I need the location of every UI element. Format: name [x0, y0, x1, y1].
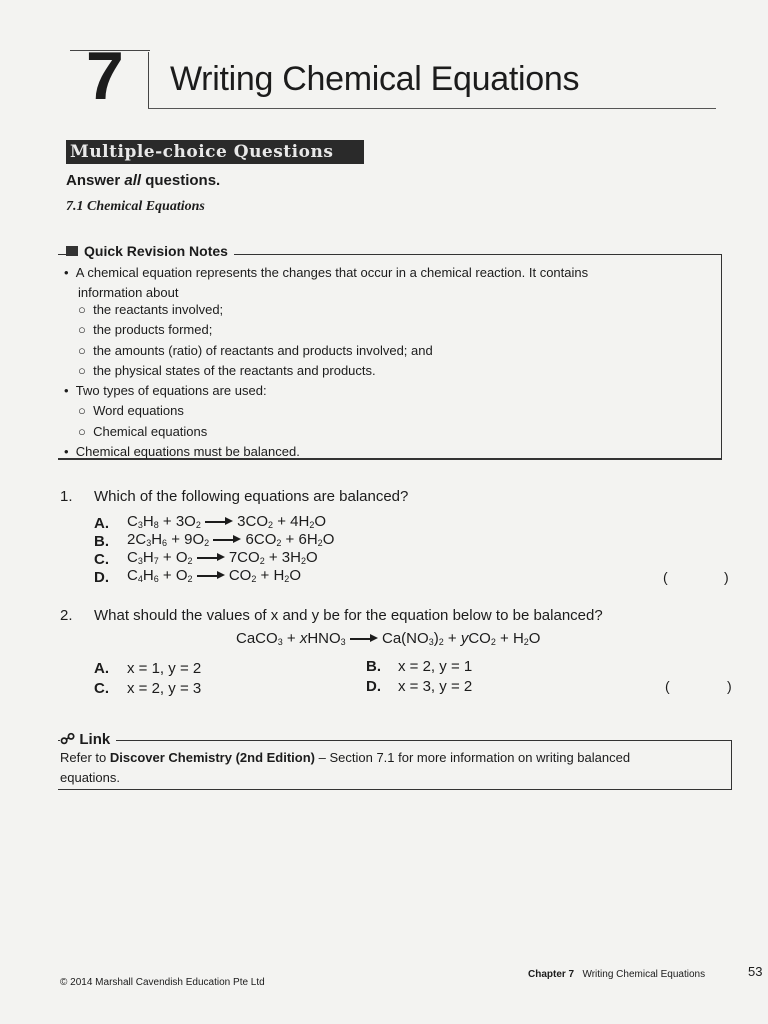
header-divider — [148, 52, 149, 108]
note-sub-5: ○ Word equations — [78, 403, 184, 418]
section-banner: Multiple-choice Questions — [66, 140, 364, 164]
header-rule — [148, 108, 716, 109]
q1-option-c-equation: $C_3H_7 + O_2$ $7CO_2 + 3H_2O$ — [127, 549, 318, 566]
q2-option-c-letter: C. — [94, 680, 109, 697]
notes-icon — [66, 246, 78, 256]
note-sub-3: ○ the amounts (ratio) of reactants and products involved; and — [78, 343, 433, 358]
q2-option-b-text: x = 2, y = 1 — [398, 658, 473, 675]
link-icon: ☍ — [60, 731, 76, 748]
question-2-text: What should the values of x and y be for the equation below to be balanced? — [94, 607, 603, 624]
link-heading: ☍ Link — [60, 730, 116, 748]
q2-answer-bracket-close: ) — [727, 678, 732, 694]
q1-option-c-letter: C. — [94, 551, 109, 568]
q2-answer-bracket-open[interactable]: ( — [665, 678, 670, 694]
chapter-title: Writing Chemical Equations — [170, 60, 580, 98]
q1-option-d-letter: D. — [94, 569, 109, 586]
note-sub-2: ○ the products formed; — [78, 322, 213, 337]
q2-option-b-letter: B. — [366, 658, 381, 675]
question-1-number: 1. — [60, 488, 73, 505]
section-heading: 7.1 Chemical Equations — [66, 199, 205, 214]
note-sub-1: ○ the reactants involved; — [78, 302, 224, 317]
q1-answer-bracket-close: ) — [724, 569, 729, 585]
note-bullet-2: • Two types of equations are used: — [64, 383, 267, 398]
q2-option-d-letter: D. — [366, 678, 381, 695]
link-text: Refer to Discover Chemistry (2nd Edition) – Section 7.1 for more information on writing balanced equations. — [60, 750, 631, 785]
q1-option-d-equation: $C_4H_6 + O_2$ $CO_2 + H_2O$ — [127, 567, 301, 584]
q2-option-c-text: x = 2, y = 3 — [127, 680, 202, 697]
question-2-number: 2. — [60, 607, 73, 624]
note-sub-6: ○ Chemical equations — [78, 424, 208, 439]
footer-chapter: Chapter 7 Writing Chemical Equations — [528, 969, 706, 980]
q2-option-a-text: x = 1, y = 2 — [127, 660, 202, 677]
q1-option-a-letter: A. — [94, 515, 109, 532]
q1-option-a-equation: $C_3H_8 + 3O_2$ $3CO_2 + 4H_2O$ — [127, 513, 327, 530]
note-bullet-1: • A chemical equation represents the changes that occur in a chemical reaction. It contains information about — [64, 265, 589, 300]
note-sub-4: ○ the physical states of the reactants and products. — [78, 363, 376, 378]
question-1-text: Which of the following equations are balanced? — [94, 488, 409, 505]
q2-option-d-text: x = 3, y = 2 — [398, 678, 473, 695]
q1-option-b-equation: $2C_3H_6 + 9O_2$ $6CO_2 + 6H_2O$ — [127, 531, 335, 548]
q2-equation: CaCO$_3$ + xHNO$_3$ $Ca(NO_3)_2 + yCO_2 + H_2O$ — [236, 630, 541, 647]
chapter-number: 7 — [86, 38, 124, 114]
q2-option-a-letter: A. — [94, 660, 109, 677]
page-number: 53 — [748, 964, 763, 979]
footer-copyright: © 2014 Marshall Cavendish Education Pte Ltd — [60, 977, 265, 988]
revision-notes-heading: Quick Revision Notes — [66, 243, 234, 259]
q1-option-b-letter: B. — [94, 533, 109, 550]
note-bullet-3: • Chemical equations must be balanced. — [64, 444, 300, 459]
instructions: Answer all questions. — [66, 172, 221, 189]
q1-answer-bracket-open[interactable]: ( — [663, 569, 668, 585]
